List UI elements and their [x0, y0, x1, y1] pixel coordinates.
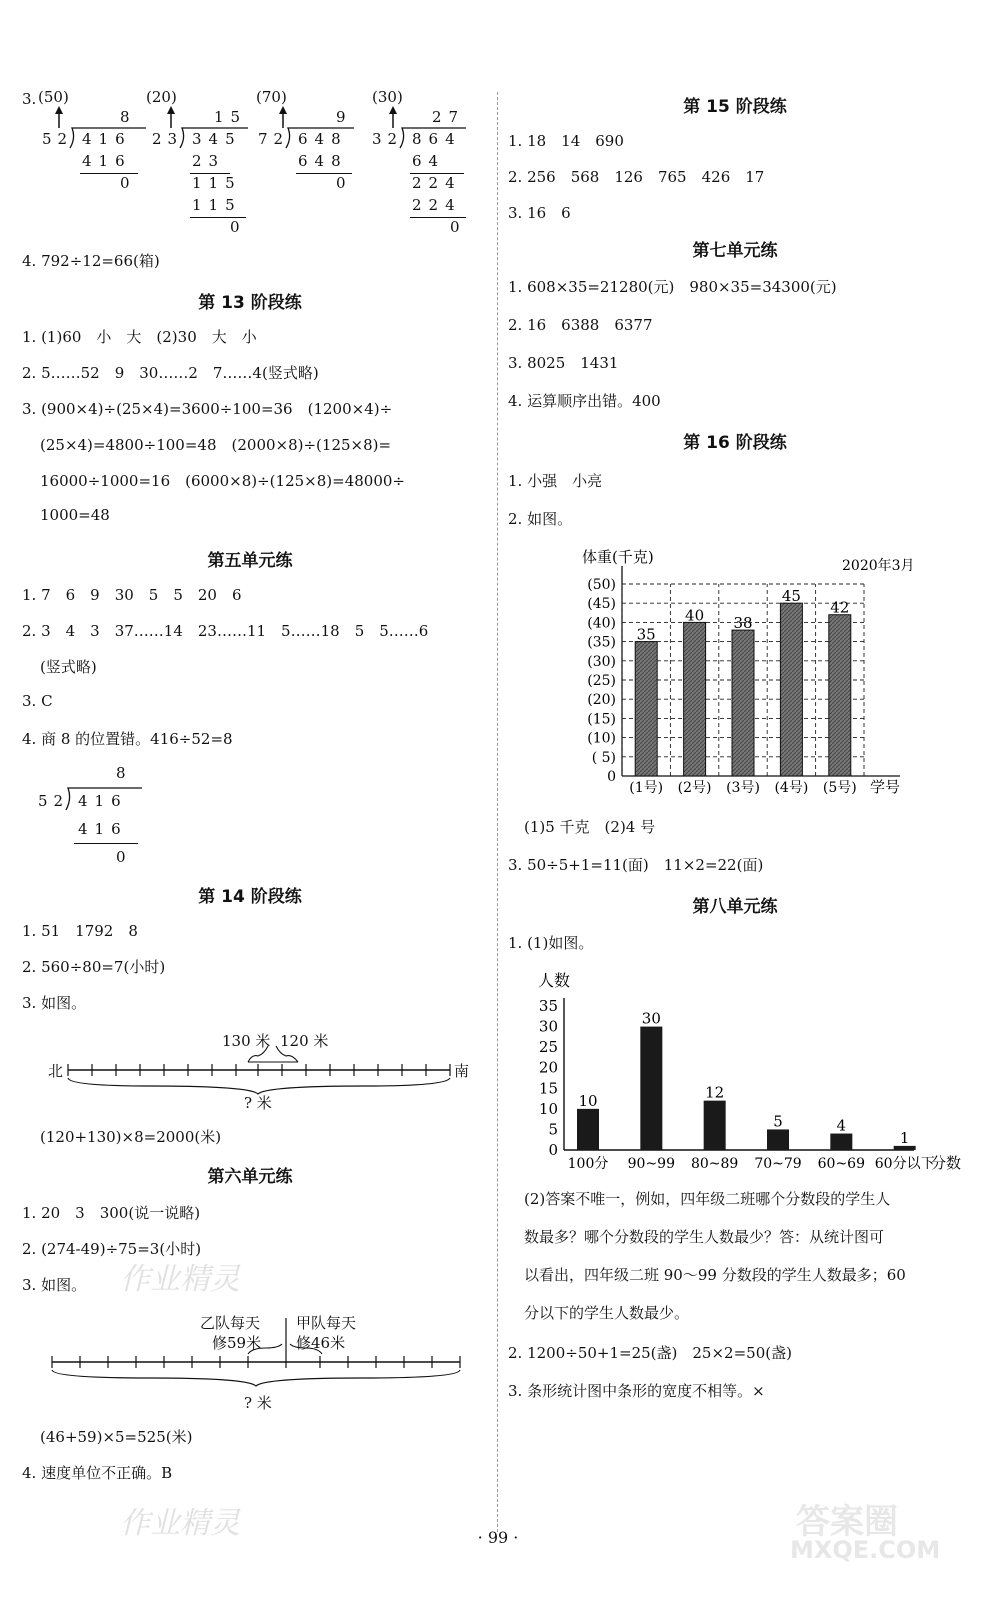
x-tick-label: (5号)	[822, 780, 857, 796]
answer-line: 16000÷1000=16 (6000×8)÷(125×8)=48000÷	[40, 472, 405, 490]
answer-line: 2. (274-49)÷75=3(小时)	[22, 1240, 202, 1258]
chart-ylabel: 体重(千克)	[582, 548, 654, 566]
answer-line: 4. 速度单位不正确。B	[22, 1464, 173, 1482]
y-tick-label: (25)	[587, 673, 616, 689]
page-number: · 99 ·	[477, 1528, 519, 1547]
dividend: 345	[192, 130, 242, 148]
answer-line: (25×4)=4800÷100=48 (2000×8)÷(125×8)=	[40, 436, 392, 454]
up-arrow-icon	[52, 106, 66, 128]
bar	[732, 630, 754, 776]
label-total: ? 米	[244, 1394, 272, 1412]
section-title: 第五单元练	[207, 551, 293, 571]
label-team-a-1: 甲队每天	[296, 1314, 357, 1332]
x-tick-label: 80~89	[690, 1156, 739, 1172]
bar	[577, 1109, 599, 1150]
answer-line: 2. 3 4 3 37……14 23……11 5……18 5 5……6	[22, 622, 429, 640]
answer-line: 3. 16 6	[508, 204, 571, 222]
bar	[704, 1101, 726, 1150]
x-tick-label: 60分以下	[874, 1156, 935, 1172]
watermark: 作业精灵	[120, 1506, 240, 1541]
data-label: 10	[578, 1091, 598, 1110]
answer-line: 1. 小强 小亮	[508, 472, 603, 490]
answer-line: 1. (1)60 小 大 (2)30 大 小	[22, 328, 257, 346]
step: 416	[82, 152, 132, 170]
chart-ylabel: 人数	[538, 971, 571, 990]
answer-line: 1. 20 3 300(说一说略)	[22, 1204, 201, 1222]
answer-line: 2. 16 6388 6377	[508, 316, 653, 334]
data-label: 45	[781, 587, 801, 606]
rule	[74, 843, 138, 844]
answer-line: 3. 如图。	[22, 994, 87, 1012]
quotient: 8	[120, 108, 130, 126]
label-b: 120 米	[280, 1032, 329, 1050]
answer-line: 4. 商 8 的位置错。416÷52=8	[22, 730, 233, 748]
x-tick-label: (2号)	[677, 780, 712, 796]
label-total: ? 米	[244, 1094, 272, 1112]
answer-line: 2. 5……52 9 30……2 7……4(竖式略)	[22, 364, 319, 382]
bar	[829, 615, 851, 776]
step: 64	[412, 152, 446, 170]
answer-line: 1. (1)如图。	[508, 934, 594, 952]
x-tick-label: (4号)	[774, 780, 809, 796]
q3-label: 3.	[22, 90, 37, 108]
remainder: 0	[336, 174, 346, 192]
data-label: 42	[830, 598, 850, 617]
estimate: (20)	[146, 88, 177, 106]
paragraph-line: 分以下的学生人数最少。	[524, 1304, 690, 1322]
section-title: 第七单元练	[692, 241, 778, 261]
data-label: 5	[773, 1112, 783, 1131]
answer-line: 3. 8025 1431	[508, 354, 619, 372]
answer-line: (1)5 千克 (2)4 号	[524, 818, 656, 836]
divisor: 72	[258, 130, 290, 148]
y-tick-label: 5	[548, 1120, 558, 1139]
answer-line: 1000=48	[40, 506, 110, 524]
divisor: 23	[152, 130, 184, 148]
step: 416	[78, 820, 128, 838]
label-team-b-1: 乙队每天	[200, 1314, 261, 1332]
step: 648	[298, 152, 348, 170]
data-label: 4	[836, 1116, 847, 1135]
remainder: 0	[230, 218, 240, 236]
divisor: 52	[38, 792, 70, 810]
section-title: 第 16 阶段练	[683, 433, 787, 453]
y-tick-label: ( 5)	[591, 749, 616, 766]
y-tick-label: 35	[538, 997, 558, 1015]
y-tick-label: 15	[538, 1079, 558, 1098]
quotient: 27	[432, 108, 466, 126]
answer-line: 1. 18 14 690	[508, 132, 624, 150]
estimate: (50)	[38, 88, 69, 106]
answer-line: 2. 1200÷50+1=25(盏) 25×2=50(盏)	[508, 1344, 792, 1362]
y-tick-label: (40)	[587, 615, 616, 632]
answer-line: 3. 条形统计图中条形的宽度不相等。×	[508, 1382, 765, 1400]
bar	[830, 1134, 852, 1150]
bar	[684, 622, 706, 776]
divisor: 32	[372, 130, 404, 148]
bar	[780, 603, 802, 776]
chart-xlabel: 分数	[930, 1154, 962, 1172]
y-tick-label: (45)	[587, 596, 616, 613]
x-tick-label: 90~99	[627, 1156, 676, 1172]
quotient: 8	[116, 764, 126, 782]
data-label: 40	[685, 606, 705, 625]
y-tick-label: (20)	[587, 692, 616, 709]
paragraph-line: (2)答案不唯一，例如，四年级二班哪个分数段的学生人	[524, 1190, 891, 1208]
answer-line: 2. 256 568 126 765 426 17	[508, 168, 765, 186]
estimate: (30)	[372, 88, 403, 106]
x-tick-label: (1号)	[629, 780, 664, 796]
quotient: 15	[214, 108, 248, 126]
answer-line: 1. 7 6 9 30 5 5 20 6	[22, 586, 242, 604]
remainder: 0	[450, 218, 460, 236]
answer-line: (竖式略)	[40, 658, 97, 676]
step: 115	[192, 174, 242, 192]
answer-line: 4. 运算顺序出错。400	[508, 392, 661, 410]
answer-line: 3. 50÷5+1=11(面) 11×2=22(面)	[508, 856, 764, 874]
answer-line: 3. 如图。	[22, 1276, 87, 1294]
step: 23	[192, 152, 226, 170]
step: 224	[412, 196, 462, 214]
answer-line: 2. 560÷80=7(小时)	[22, 958, 166, 976]
step: 224	[412, 174, 462, 192]
chart-title: 2020年3月	[842, 558, 915, 574]
dividend: 648	[298, 130, 348, 148]
remainder: 0	[116, 848, 126, 866]
answer-line: (46+59)×5=525(米)	[40, 1428, 193, 1446]
divisor: 52	[42, 130, 74, 148]
watermark: 作业精灵	[120, 1262, 240, 1297]
label-a: 130 米	[222, 1032, 271, 1050]
y-tick-label: 25	[538, 1038, 558, 1057]
answer-line: 3. (900×4)÷(25×4)=3600÷100=36 (1200×4)÷	[22, 400, 393, 418]
quotient: 9	[336, 108, 346, 126]
bar	[635, 642, 657, 776]
answer-line: 1. 51 1792 8	[22, 922, 138, 940]
label-team-b-2: 修59米	[212, 1334, 262, 1352]
step: 115	[192, 196, 242, 214]
section-title: 第六单元练	[207, 1167, 293, 1187]
column-divider	[497, 92, 498, 1532]
weight-bar-chart	[560, 540, 920, 810]
x-tick-label: (3号)	[726, 780, 760, 796]
paragraph-line: 数最多？哪个分数段的学生人数最少？答：从统计图可	[524, 1228, 885, 1246]
score-bar-chart	[528, 962, 962, 1180]
up-arrow-icon	[386, 106, 400, 128]
dividend: 864	[412, 130, 462, 148]
label-team-a-2: 修46米	[296, 1334, 346, 1352]
section-title: 第 14 阶段练	[198, 887, 302, 907]
x-tick-label: 70~79	[754, 1156, 802, 1172]
answer-line: 3. C	[22, 692, 53, 710]
y-tick-label: (30)	[587, 653, 616, 670]
section-title: 第 13 阶段练	[198, 293, 302, 313]
section-title: 第八单元练	[692, 897, 778, 917]
estimate: (70)	[256, 88, 287, 106]
dividend: 416	[82, 130, 132, 148]
data-label: 12	[705, 1083, 725, 1102]
data-label: 38	[733, 614, 753, 633]
answer-line: 1. 608×35=21280(元) 980×35=34300(元)	[508, 278, 837, 296]
up-arrow-icon	[164, 106, 178, 128]
data-label: 30	[641, 1009, 661, 1028]
label-north: 北	[48, 1062, 64, 1080]
y-tick-label: 10	[538, 1099, 558, 1118]
dividend: 416	[78, 792, 128, 810]
y-tick-label: (15)	[587, 711, 616, 728]
section-title: 第 15 阶段练	[683, 97, 787, 117]
remainder: 0	[120, 174, 130, 192]
site-url: MXQE.COM	[790, 1536, 941, 1564]
answer-line: 4. 792÷12=66(箱)	[22, 252, 160, 270]
site-logo: 答案圈	[796, 1502, 898, 1542]
data-label: 35	[636, 625, 656, 644]
x-tick-label: 100分	[567, 1156, 609, 1172]
answer-line: (120+130)×8=2000(米)	[40, 1128, 222, 1146]
data-label: 1	[899, 1128, 910, 1147]
label-south: 南	[454, 1062, 470, 1080]
bar	[767, 1129, 789, 1150]
y-tick-label: (10)	[587, 730, 616, 747]
y-tick-label: (50)	[587, 577, 616, 593]
y-tick-label: 0	[548, 1141, 558, 1159]
y-tick-label: (35)	[587, 634, 616, 651]
chart-xlabel: 学号	[870, 778, 901, 796]
up-arrow-icon	[276, 106, 290, 128]
bar	[640, 1027, 662, 1150]
y-tick-label: 30	[538, 1017, 558, 1036]
x-tick-label: 60~69	[817, 1156, 866, 1172]
answer-line: 2. 如图。	[508, 510, 573, 528]
paragraph-line: 以看出，四年级二班 90～99 分数段的学生人数最多；60	[524, 1266, 906, 1284]
y-tick-label: 0	[607, 769, 616, 785]
y-tick-label: 20	[538, 1058, 558, 1077]
